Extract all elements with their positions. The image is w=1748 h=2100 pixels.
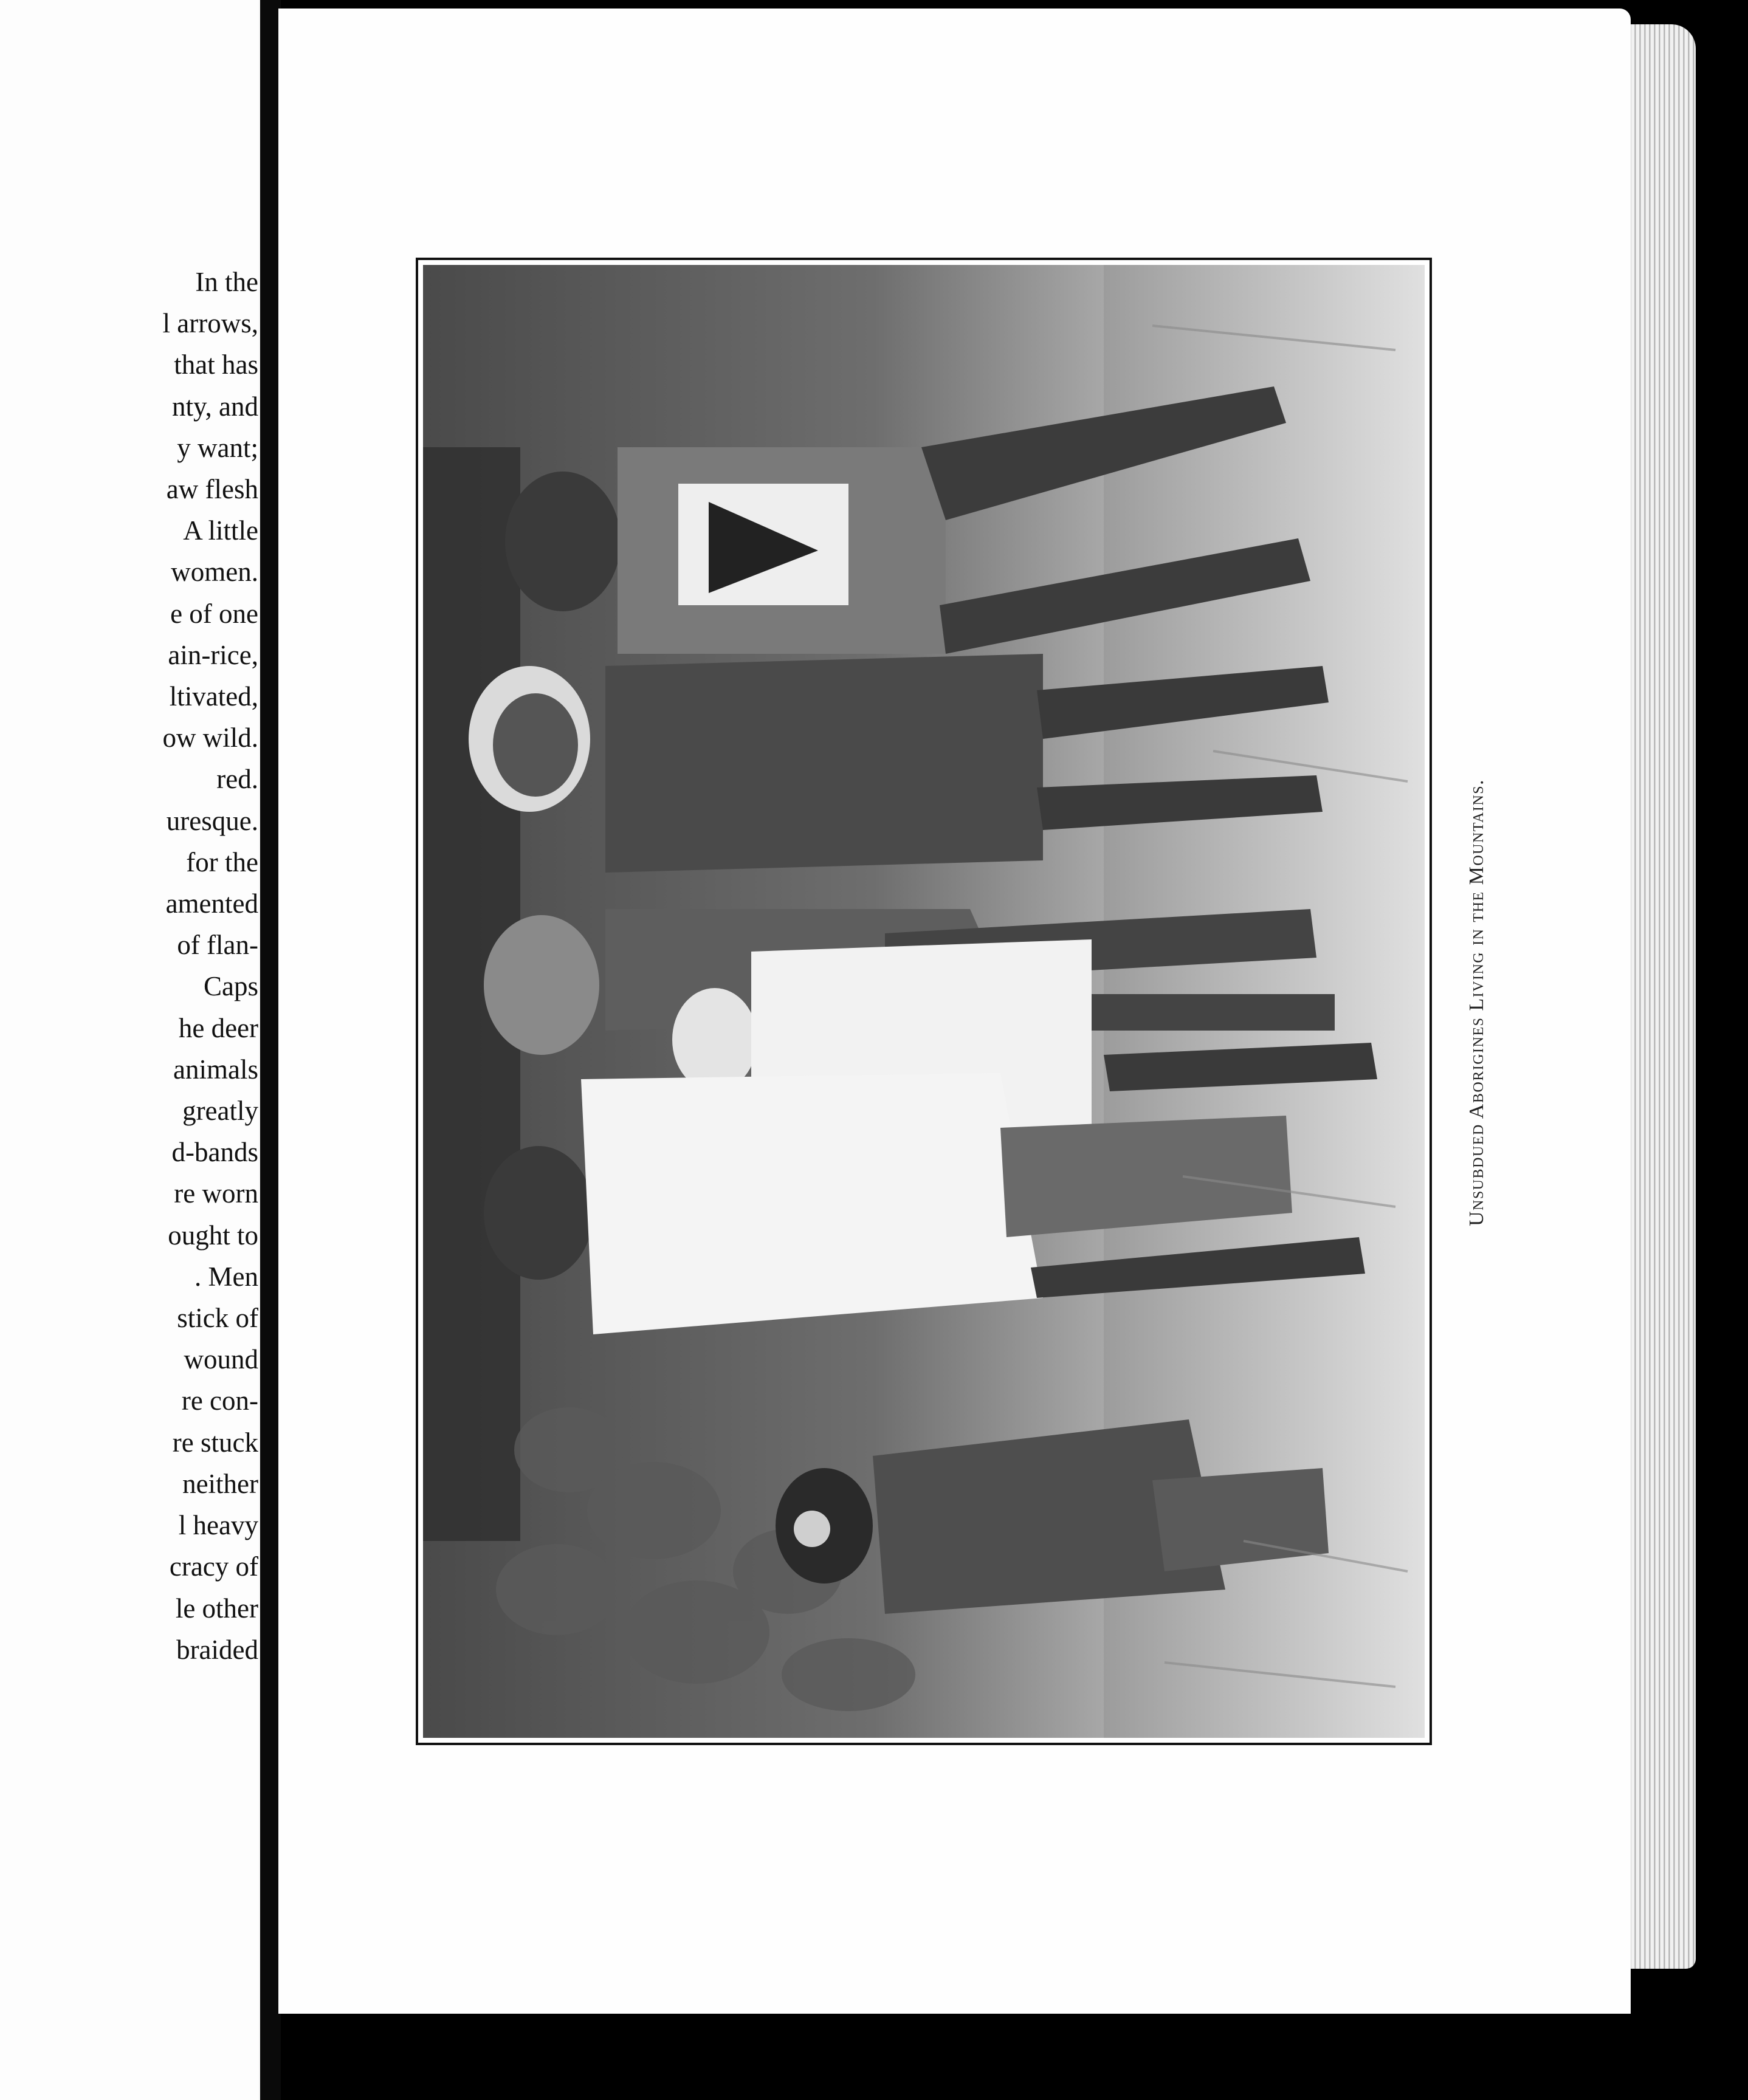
text-line: re con- <box>181 1385 258 1416</box>
text-line: y want; <box>177 432 258 463</box>
text-line: amented <box>165 888 258 919</box>
text-line: wound <box>184 1344 258 1375</box>
text-line: he deer <box>178 1012 258 1043</box>
photo-plate-frame <box>416 258 1432 1745</box>
text-line: animals <box>173 1054 258 1085</box>
text-line: re worn <box>174 1178 258 1209</box>
text-line: re stuck <box>172 1427 258 1458</box>
text-line: e of one <box>170 598 258 629</box>
plate-caption: Unsubdued Aborigines Living in the Mountains. <box>1465 778 1488 1227</box>
text-line: neither <box>182 1468 258 1499</box>
text-line: aw flesh <box>166 474 258 505</box>
text-line: cracy of <box>169 1551 258 1582</box>
text-line: ltivated, <box>169 681 258 712</box>
text-line: nty, and <box>171 391 258 422</box>
text-line: greatly <box>182 1096 258 1127</box>
left-page-text-column <box>163 261 259 1670</box>
left-page <box>0 0 270 2100</box>
text-line: uresque. <box>166 805 258 836</box>
text-line: ow wild. <box>162 722 258 753</box>
text-line: A little <box>183 515 258 546</box>
text-line: Caps <box>204 971 258 1002</box>
text-line: In the <box>195 267 258 297</box>
text-line: l heavy <box>178 1510 258 1541</box>
text-line: for the <box>186 846 258 877</box>
text-line: women. <box>171 557 258 588</box>
text-line: le other <box>175 1593 258 1624</box>
book-spine <box>260 0 281 2100</box>
text-line: braided <box>176 1634 258 1665</box>
text-line: that has <box>174 349 258 380</box>
text-line: l arrows, <box>162 308 258 339</box>
text-line: . Men <box>194 1261 258 1292</box>
text-line: stick of <box>177 1303 258 1334</box>
text-line: ain-rice, <box>168 639 258 670</box>
text-line: d-bands <box>171 1137 258 1168</box>
photo-plate <box>423 265 1425 1738</box>
text-line: of flan- <box>177 930 258 961</box>
text-line: ought to <box>168 1220 258 1251</box>
text-line: red. <box>216 764 258 795</box>
